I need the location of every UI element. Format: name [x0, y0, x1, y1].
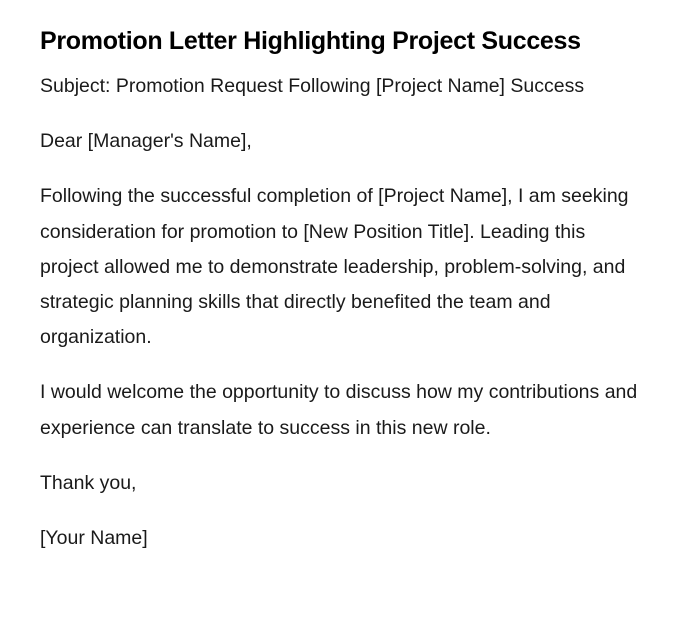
letter-salutation: Dear [Manager's Name],	[40, 130, 252, 153]
letter-body-paragraph-2: I would welcome the opportunity to discuss how my contributions and experience can translate to success in this new role.	[40, 381, 638, 439]
letter-closing: Thank you,	[40, 471, 137, 494]
letter-subject: Subject: Promotion Request Following [Project Name] Success	[40, 75, 585, 97]
letter-title: Promotion Letter Highlighting Project Success	[40, 27, 581, 55]
letter-body-paragraph-1: Following the successful completion of [Project Name], I am seeking consideration for promotion to [New Position Title]. Leading this project allowed me to demonstrate leadership, problem-solving, and strategic planning skills that directly benefited the team and organization.	[40, 185, 629, 349]
letter-signature: [Your Name]	[40, 527, 148, 550]
